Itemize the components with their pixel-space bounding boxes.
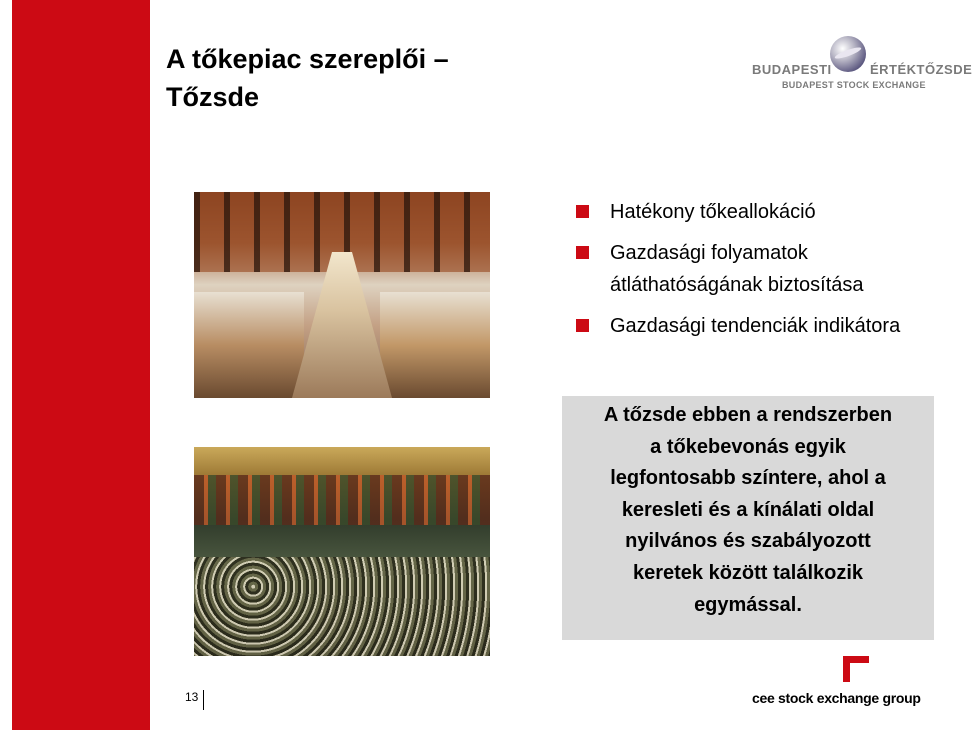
bullet-text: Gazdasági folyamatok átláthatóságának biztosítása xyxy=(610,242,864,296)
slide-title-line1: A tőkepiac szereplői – xyxy=(166,44,449,74)
photo-stall-left xyxy=(194,292,304,398)
bullet-item xyxy=(576,310,936,342)
callout-line: legfontosabb színtere, ahol a xyxy=(610,467,886,490)
bullet-square-icon xyxy=(576,205,589,218)
trading-floor-photo xyxy=(194,447,490,656)
bse-logo xyxy=(752,28,972,94)
photo-quote-boards xyxy=(194,475,490,525)
logo-name-en: BUDAPEST STOCK EXCHANGE xyxy=(782,80,926,90)
cee-brand-text: cee stock exchange group xyxy=(752,690,921,706)
bullet-square-icon xyxy=(576,319,589,332)
page-number-divider xyxy=(203,690,204,710)
logo-name-right: ÉRTÉKTŐZSDE xyxy=(870,62,972,77)
callout-line: a tőkebevonás egyik xyxy=(650,435,846,458)
left-white-strip xyxy=(0,0,12,730)
red-side-bar xyxy=(0,0,150,730)
callout-line: keretek között találkozik xyxy=(632,561,864,584)
slide-title-line2: Tőzsde xyxy=(166,82,260,112)
bullet-item xyxy=(576,196,936,228)
photo-stall-right xyxy=(380,292,490,398)
bullet-text: Gazdasági tendenciák indikátora xyxy=(610,315,901,337)
bullet-square-icon xyxy=(576,246,589,259)
logo-name-left: BUDAPESTI xyxy=(752,62,832,77)
photo-hall-aisle xyxy=(292,252,392,398)
callout-line: egymással. xyxy=(694,593,802,616)
globe-icon xyxy=(830,36,866,72)
bullet-list xyxy=(576,196,936,351)
slide-title xyxy=(166,40,586,116)
callout-line: A tőzsde ebben a rendszerben xyxy=(603,404,893,426)
callout-box xyxy=(562,396,934,640)
photo-traders-crowd xyxy=(194,557,490,656)
callout-line: nyilvános és szabályozott xyxy=(625,530,871,553)
bullet-item xyxy=(576,237,936,301)
page-number: 13 xyxy=(185,690,199,704)
callout-line: keresleti és a kínálati oldal xyxy=(621,498,875,521)
market-hall-photo xyxy=(194,192,490,398)
cee-logo-icon xyxy=(843,656,869,682)
bullet-text: Hatékony tőkeallokáció xyxy=(610,201,816,223)
